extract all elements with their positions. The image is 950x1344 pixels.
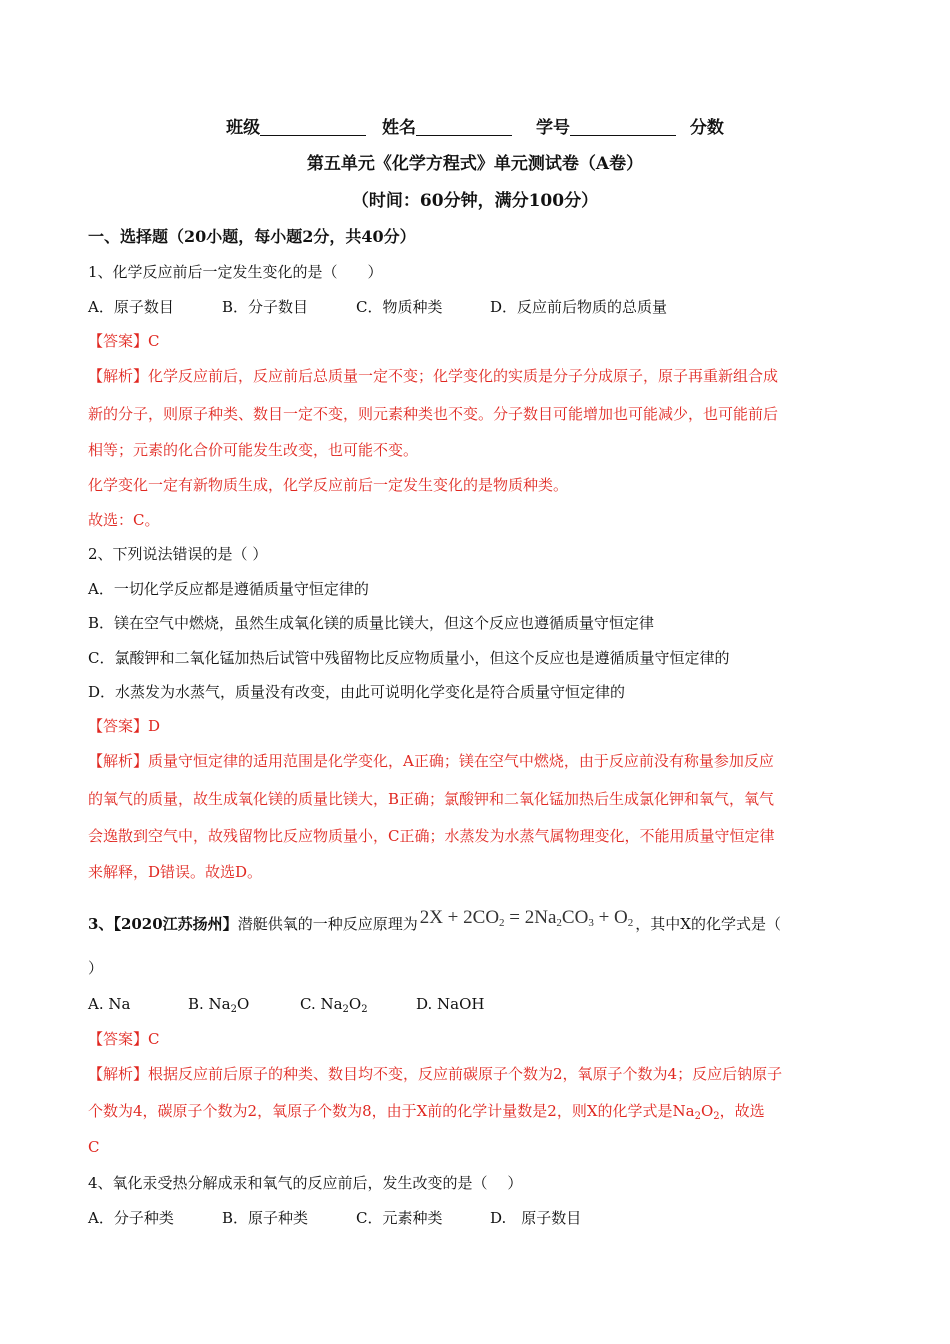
q3-answer: 【答案】C [88, 1030, 160, 1048]
q3-option-a: A. Na [88, 995, 131, 1013]
q4-options [88, 1208, 581, 1228]
equation-subscript: 2 [627, 917, 634, 929]
option-subscript: 2 [342, 1004, 349, 1015]
q1-stem: 1、化学反应前后一定发生变化的是（ ） [88, 263, 383, 281]
q3-number: 3、 [88, 915, 114, 933]
option-subscript: 2 [230, 1004, 238, 1015]
q2-analysis-line: 的氧气的质量，故生成氧化镁的质量比镁大，B正确；氯酸钾和二氧化锰加热后生成氯化钾和氧气，氧气 [88, 790, 775, 808]
q1-analysis-line: 故选：C。 [88, 511, 160, 529]
equation-part: + O [593, 907, 628, 928]
q4-stem: 4、氧化汞受热分解成汞和氧气的反应前后，发生改变的是（ ） [88, 1174, 523, 1192]
class-label: 班级 [226, 118, 261, 138]
analysis-text: 个数为4，碳原子个数为2，氧原子个数为8，由于X前的化学计量数是2，则X的化学式是Na [88, 1102, 695, 1120]
equation-subscript: 3 [588, 917, 594, 929]
q4-option-b: B．原子种类 [222, 1209, 309, 1227]
option-text: O [348, 995, 362, 1013]
equation-part: 2X + 2CO [419, 907, 500, 928]
analysis-subscript: 2 [694, 1111, 701, 1122]
page-subtitle: （时间：60分钟，满分100分） [351, 191, 599, 211]
id-label: 学号 [535, 118, 570, 138]
q4-option-a: A．分子种类 [88, 1209, 174, 1227]
q3-analysis-line: 【解析】根据反应前后原子的种类、数目均不变，反应前碳原子个数为2，氧原子个数为4；反应后钠原子 [88, 1065, 783, 1083]
q1-analysis-line: 相等；元素的化合价可能发生改变，也可能不变。 [88, 441, 419, 459]
q2-analysis-line: 【解析】质量守恒定律的适用范围是化学变化，A正确；镁在空气中燃烧，由于反应前没有称量参加反应 [88, 752, 774, 770]
chemical-equation [420, 907, 634, 928]
name-blank [416, 119, 512, 136]
q3-stem-close: ） [88, 959, 104, 977]
q4-option-d: D. 原子数目 [490, 1209, 582, 1227]
option-text: C. Na [300, 995, 343, 1013]
q1-analysis-line: 【解析】化学反应前后，反应前后总质量一定不变；化学变化的实质是分子分成原子，原子再重新组合成 [88, 367, 779, 385]
q1-option-c: C．物质种类 [356, 298, 443, 316]
analysis-text: O [700, 1102, 714, 1120]
q3-stem [88, 908, 781, 934]
page-title: 第五单元《化学方程式》单元测试卷（A卷） [306, 154, 644, 174]
option-subscript: 2 [361, 1004, 368, 1015]
q1-options [88, 297, 667, 317]
q1-answer: 【答案】C [88, 332, 160, 350]
q3-stem-tail: ，其中X的化学式是（ [635, 915, 781, 933]
q1-option-b: B．分子数目 [222, 298, 309, 316]
q3-option-d: D. NaOH [416, 995, 485, 1013]
student-info-line [0, 118, 950, 138]
q2-stem: 2、下列说法错误的是（ ） [88, 545, 268, 563]
q3-option-c [300, 994, 416, 1020]
q2-answer: 【答案】D [88, 717, 161, 735]
q2-option-a: A．一切化学反应都是遵循质量守恒定律的 [88, 580, 369, 598]
q1-option-a: A．原子数目 [88, 298, 174, 316]
option-text: B. Na [188, 995, 231, 1013]
q1-analysis-line: 新的分子，则原子种类、数目一定不变，则元素种类也不变。分子数目可能增加也可能减少，也可能前后 [88, 405, 779, 423]
id-blank [570, 119, 676, 136]
q3-option-b [188, 994, 300, 1020]
q2-option-d: D．水蒸发为水蒸气，质量没有改变，由此可说明化学变化是符合质量守恒定律的 [88, 683, 626, 701]
class-blank [260, 119, 366, 136]
analysis-text: ，故选 [719, 1102, 765, 1120]
q1-analysis-line: 化学变化一定有新物质生成，化学反应前后一定发生变化的是物质种类。 [88, 476, 569, 494]
q1-option-d: D．反应前后物质的总质量 [490, 298, 668, 316]
name-label: 姓名 [382, 118, 417, 138]
q3-source: 【2020江苏扬州】 [113, 915, 238, 933]
q2-option-b: B．镁在空气中燃烧，虽然生成氧化镁的质量比镁大，但这个反应也遵循质量守恒定律 [88, 614, 655, 632]
equation-part: CO [561, 907, 589, 928]
q3-analysis-line: C [88, 1138, 100, 1156]
score-label: 分数 [689, 118, 724, 138]
equation-subscript: 2 [499, 917, 505, 929]
section-heading: 一、选择题（20小题，每小题2分，共40分） [88, 227, 416, 246]
equation-part: = 2Na [504, 907, 557, 928]
equation-subscript: 2 [556, 917, 562, 929]
q2-analysis-line: 会逸散到空气中，故残留物比反应物质量小，C正确；水蒸发为水蒸气属物理变化，不能用质量守恒定律 [88, 827, 775, 845]
q3-options [88, 994, 484, 1020]
option-text: O [237, 995, 250, 1013]
q2-option-c: C．氯酸钾和二氧化锰加热后试管中残留物比反应物质量小，但这个反应也是遵循质量守恒定律的 [88, 649, 730, 667]
analysis-subscript: 2 [713, 1111, 720, 1122]
q3-stem-text: 潜艇供氧的一种反应原理为 [237, 915, 418, 933]
q3-analysis-line [88, 1101, 765, 1127]
q4-option-c: C．元素种类 [356, 1209, 443, 1227]
q2-analysis-line: 来解释，D错误。故选D。 [88, 863, 263, 881]
